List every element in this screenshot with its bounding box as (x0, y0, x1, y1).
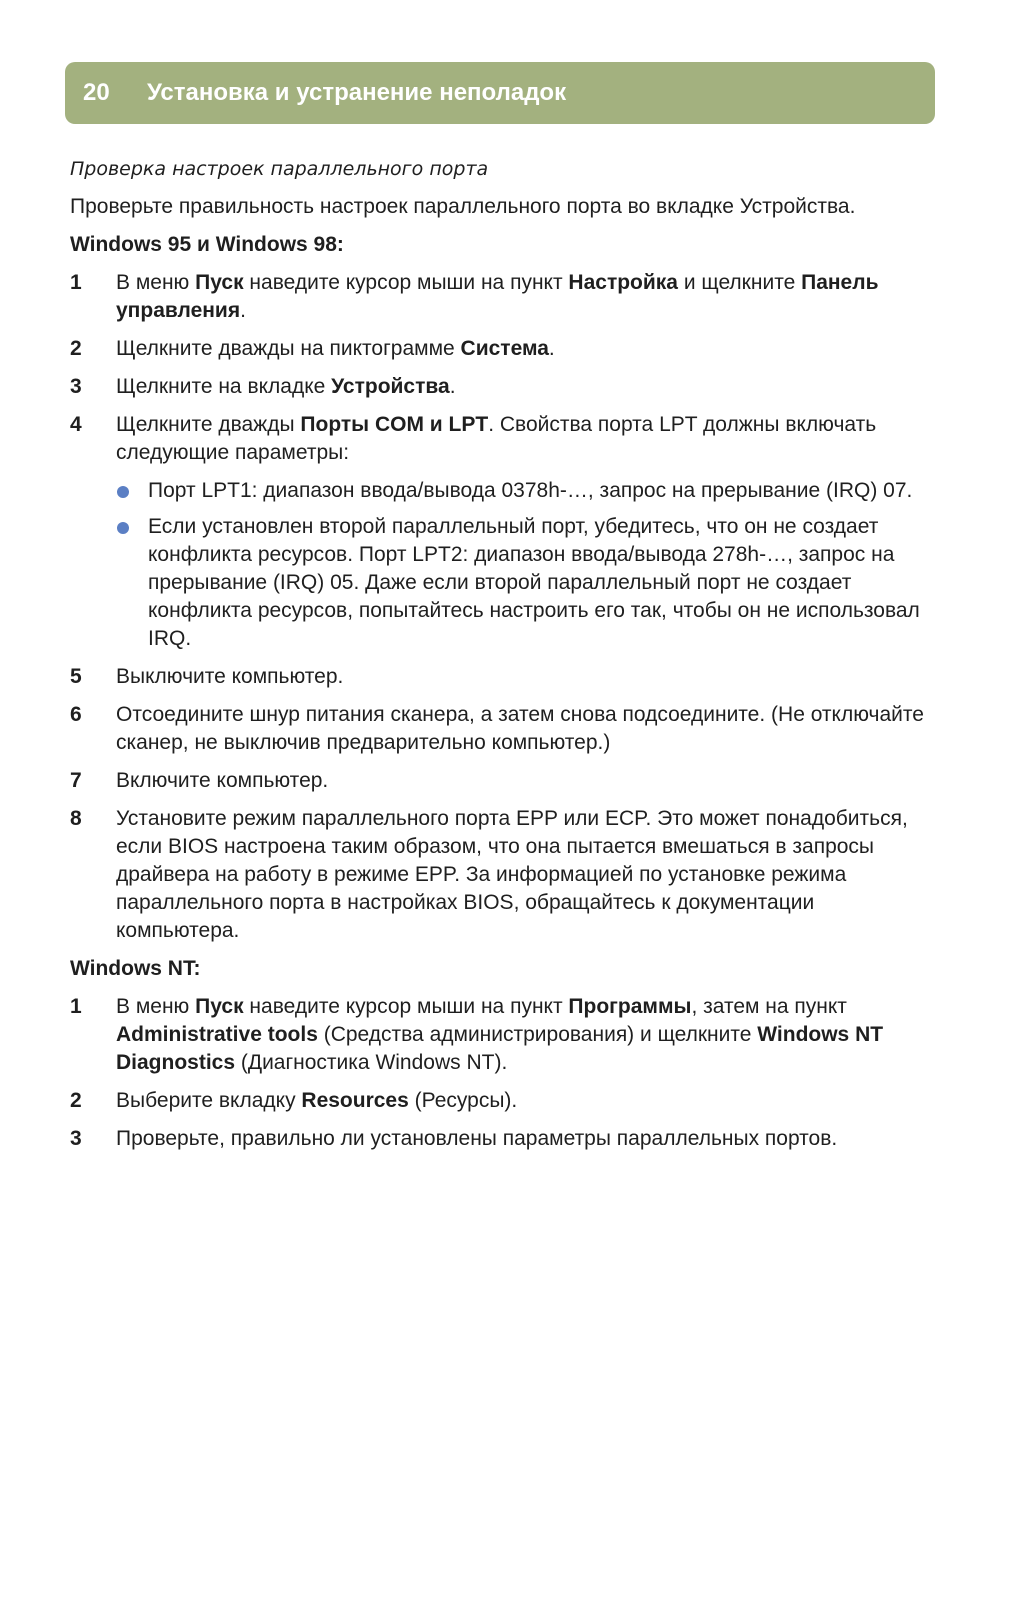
step-text: Щелкните дважды на пиктограмме Система. (116, 337, 555, 360)
step-text: В меню Пуск наведите курсор мыши на пункт Программы, затем на пункт Administrative tools (Средства администрирования) и щелкните Windows NT Diagnostics (Диагностика Windows NT). (116, 995, 884, 1074)
page-content (70, 155, 930, 1163)
winnt-section-title: Windows NT: (70, 957, 201, 980)
win9x-step (70, 767, 930, 795)
winnt-step (70, 1125, 930, 1153)
bullet-dot-icon (116, 477, 148, 505)
step-text: В меню Пуск наведите курсор мыши на пункт Настройка и щелкните Панель управления. (116, 271, 879, 322)
bullet-dot-icon (116, 513, 148, 653)
step-text: Установите режим параллельного порта EPP или ECP. Это может понадобиться, если BIOS настроена таким образом, что она пытается вмешаться в запросы драйвера на работу в режиме EPP. За информацией по установке режима параллельного порта в настройках BIOS, обращайтесь к документации компьютера. (116, 807, 908, 942)
step-number: 1 (70, 995, 82, 1018)
step-number: 4 (70, 413, 82, 436)
step-text: Включите компьютер. (116, 769, 329, 792)
step-number: 3 (70, 1127, 82, 1150)
step-text: Выключите компьютер. (116, 665, 344, 688)
win9x-step (70, 805, 930, 945)
step-text: Щелкните дважды Порты COM и LPT. Свойства порта LPT должны включать следующие параметры: (116, 413, 877, 464)
page-header-bar (65, 62, 935, 124)
page-number: 20 (83, 79, 110, 106)
step-number: 5 (70, 665, 82, 688)
step-number: 7 (70, 769, 82, 792)
step-number: 3 (70, 375, 82, 398)
step-number: 2 (70, 337, 82, 360)
step-number: 2 (70, 1089, 82, 1112)
winnt-step (70, 993, 930, 1077)
win9x-step (70, 269, 930, 325)
step-number: 8 (70, 807, 82, 830)
step-text: Проверьте, правильно ли установлены параметры параллельных портов. (116, 1127, 838, 1150)
step-number: 6 (70, 703, 82, 726)
winnt-step (70, 1087, 930, 1115)
bullet-text: Порт LPT1: диапазон ввода/вывода 0378h-…, запрос на прерывание (IRQ) 07. (148, 479, 913, 502)
chapter-title: Установка и устранение неполадок (147, 79, 567, 106)
step-text: Выберите вкладку Resources (Ресурсы). (116, 1089, 518, 1112)
win9x-step (70, 701, 930, 757)
win9x-step (70, 411, 930, 467)
bullet-text: Если установлен второй параллельный порт, убедитесь, что он не создает конфликта ресурсов. Порт LPT2: диапазон ввода/вывода 278h-…, запрос на прерывание (IRQ) 05. Даже если второй параллельный порт не создает конфликта ресурсов, попытайтесь настроить его так, чтобы он не использовал IRQ. (148, 515, 920, 650)
bullet-item (116, 513, 930, 653)
win9x-section-title: Windows 95 и Windows 98: (70, 233, 344, 256)
step-text: Отсоедините шнур питания сканера, а затем снова подсоедините. (Не отключайте сканер, не выключив предварительно компьютер.) (116, 703, 924, 754)
bullet-item (116, 477, 930, 505)
win9x-step (70, 663, 930, 691)
win9x-step (70, 373, 930, 401)
intro-paragraph: Проверьте правильность настроек параллельного порта во вкладке Устройства. (70, 195, 856, 218)
step-number: 1 (70, 271, 82, 294)
step-text: Щелкните на вкладке Устройства. (116, 375, 456, 398)
win9x-step (70, 335, 930, 363)
lpt-bullet-list (116, 477, 930, 653)
section-subheading: Проверка настроек параллельного порта (70, 158, 489, 180)
